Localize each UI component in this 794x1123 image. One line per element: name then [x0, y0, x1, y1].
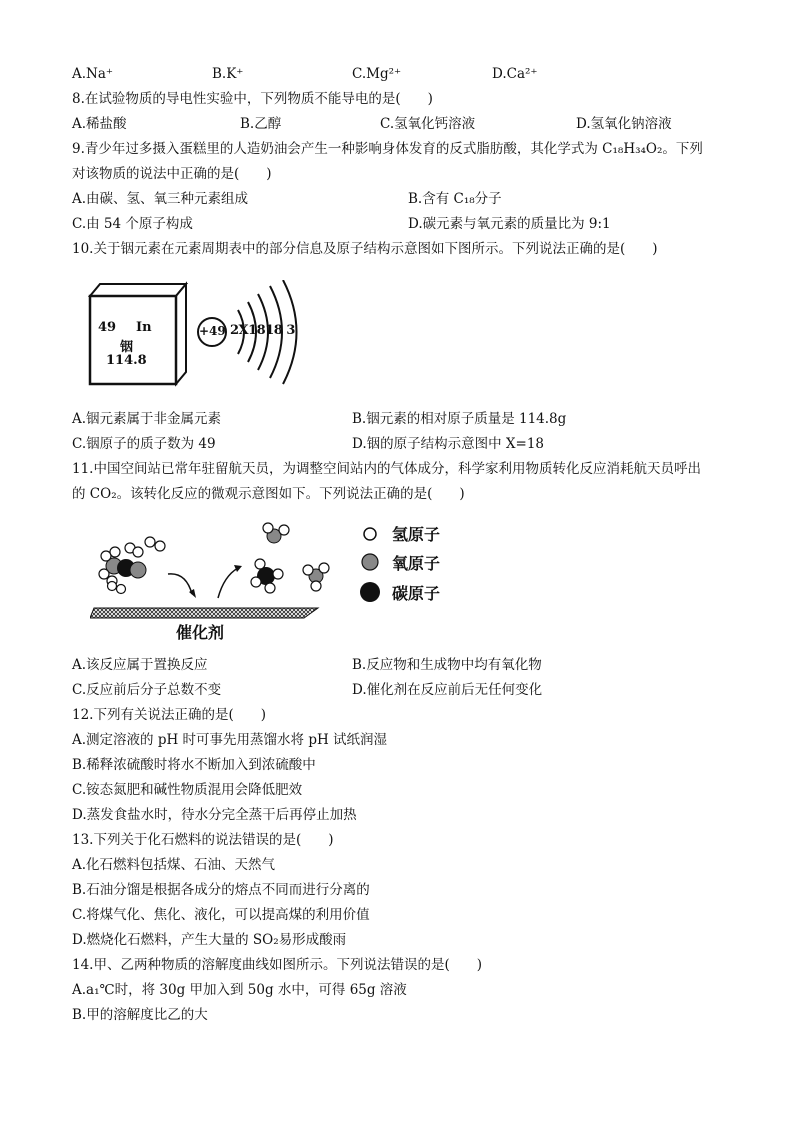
- q8-stem: 8.在试验物质的导电性实验中，下列物质不能导电的是( ): [72, 91, 433, 107]
- q11-stem-line2: 的 CO₂。该转化反应的微观示意图如下。下列说法正确的是( ): [72, 486, 465, 502]
- q10-option-c: C.铟原子的质子数为 49: [72, 436, 216, 452]
- q7-option-a: A.Na⁺: [72, 66, 114, 82]
- element-symbol: In: [136, 320, 152, 335]
- element-name: 铟: [120, 340, 134, 355]
- q10-option-a: A.铟元素属于非金属元素: [72, 411, 222, 427]
- q8-option-a: A.稀盐酸: [72, 116, 127, 132]
- element-mass: 114.8: [106, 353, 147, 368]
- catalyst-label: 催化剂: [176, 623, 225, 642]
- element-number: 49: [98, 320, 117, 335]
- q13-stem: 13.下列关于化石燃料的说法错误的是( ): [72, 832, 334, 848]
- q13-option-b: B.石油分馏是根据各成分的熔点不同而进行分离的: [72, 882, 370, 898]
- legend-oxygen: 氧原子: [392, 554, 441, 573]
- q9-stem-line1: 9.青少年过多摄入蛋糕里的人造奶油会产生一种影响身体发育的反式脂肪酸，其化学式为 C₁₈H₃₄O₂。下列: [72, 141, 703, 157]
- q11-option-c: C.反应前后分子总数不变: [72, 682, 222, 698]
- q10-stem: 10.关于铟元素在元素周期表中的部分信息及原子结构示意图如下图所示。下列说法正确的是( ): [72, 241, 658, 257]
- q7-option-b: B.K⁺: [212, 66, 244, 82]
- q14-option-b: B.甲的溶解度比乙的大: [72, 1007, 208, 1023]
- legend-hydrogen: 氢原子: [392, 525, 441, 544]
- q14-stem: 14.甲、乙两种物质的溶解度曲线如图所示。下列说法错误的是( ): [72, 957, 483, 973]
- legend-carbon: 碳原子: [392, 584, 441, 603]
- q11-option-b: B.反应物和生成物中均有氧化物: [352, 657, 542, 673]
- q9-option-c: C.由 54 个原子构成: [72, 216, 193, 232]
- q8-option-b: B.乙醇: [240, 116, 282, 132]
- q8-option-c: C.氢氧化钙溶液: [380, 116, 476, 132]
- q13-option-d: D.燃烧化石燃料，产生大量的 SO₂易形成酸雨: [72, 932, 347, 948]
- electron-shells: 2X1818 3: [230, 323, 295, 338]
- q12-stem: 12.下列有关说法正确的是( ): [72, 707, 267, 723]
- q8-option-d: D.氢氧化钠溶液: [576, 116, 672, 132]
- q9-stem-line2: 对该物质的说法中正确的是( ): [72, 166, 272, 182]
- indium-figure: [88, 280, 318, 392]
- q11-option-d: D.催化剂在反应前后无任何变化: [352, 682, 543, 698]
- q12-option-d: D.蒸发食盐水时，待水分完全蒸干后再停止加热: [72, 807, 357, 823]
- q11-option-a: A.该反应属于置换反应: [72, 657, 208, 673]
- reaction-figure: [90, 518, 460, 644]
- q7-option-c: C.Mg²⁺: [352, 66, 402, 82]
- q12-option-a: A.测定溶液的 pH 时可事先用蒸馏水将 pH 试纸润湿: [72, 732, 388, 748]
- q9-option-b: B.含有 C₁₈分子: [408, 191, 502, 207]
- q9-option-d: D.碳元素与氧元素的质量比为 9:1: [408, 216, 611, 232]
- q11-stem-line1: 11.中国空间站已常年驻留航天员，为调整空间站内的气体成分，科学家利用物质转化反应消耗航天员呼出: [72, 461, 701, 477]
- q10-option-d: D.铟的原子结构示意图中 X=18: [352, 436, 545, 452]
- q13-option-a: A.化石燃料包括煤、石油、天然气: [72, 857, 276, 873]
- q7-option-d: D.Ca²⁺: [492, 66, 538, 82]
- q13-option-c: C.将煤气化、焦化、液化，可以提高煤的利用价值: [72, 907, 370, 923]
- q10-option-b: B.铟元素的相对原子质量是 114.8g: [352, 411, 567, 427]
- q12-option-b: B.稀释浓硫酸时将水不断加入到浓硫酸中: [72, 757, 316, 773]
- q12-option-c: C.铵态氮肥和碱性物质混用会降低肥效: [72, 782, 303, 798]
- q9-option-a: A.由碳、氢、氧三种元素组成: [72, 191, 249, 207]
- q14-option-a: A.a₁℃时，将 30g 甲加入到 50g 水中，可得 65g 溶液: [72, 982, 407, 998]
- nucleus-charge: +49: [199, 324, 226, 338]
